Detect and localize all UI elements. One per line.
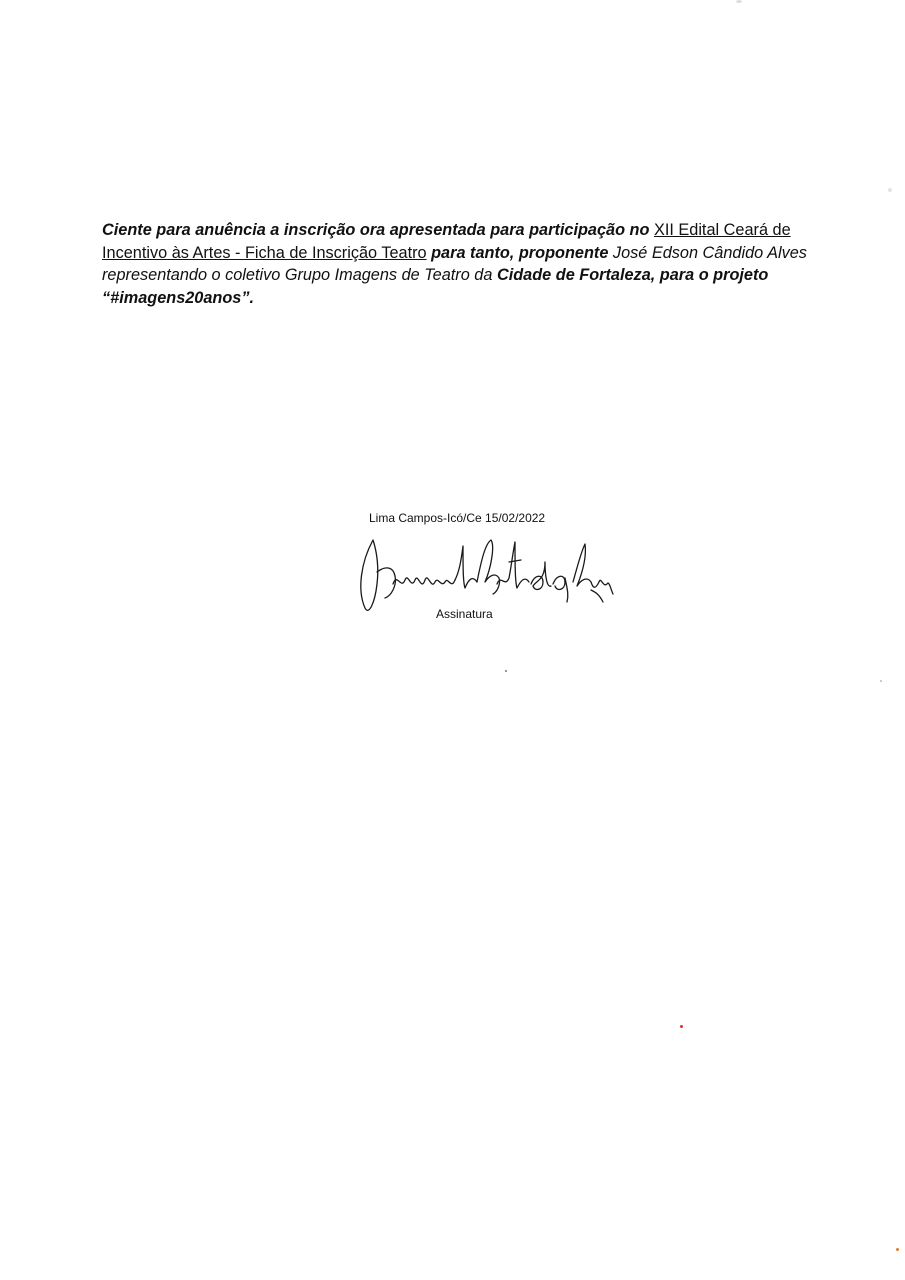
place-and-date: Lima Campos-Icó/Ce 15/02/2022: [369, 511, 546, 525]
declaration-closing: Cidade de Fortaleza, para o projeto “#imagens20anos”.: [102, 266, 769, 307]
signature-caption: Assinatura: [436, 607, 493, 621]
scan-speck: [736, 0, 742, 3]
scan-speck: [880, 680, 882, 682]
scan-speck: [888, 188, 892, 192]
proponent-name: José Edson Cândido Alves representando o coletivo Grupo Imagens de Teatro da: [102, 243, 807, 284]
scan-speck: [505, 670, 507, 672]
scan-speck: [680, 1025, 683, 1028]
edital-title: XII Edital Ceará de Incentivo às Artes - Ficha de Inscrição Teatro: [102, 221, 791, 262]
declaration-opening: Ciente para anuência a inscrição ora apresentada para participação no: [102, 221, 654, 239]
consent-declaration: [102, 219, 822, 309]
scan-speck: [896, 1248, 899, 1251]
declaration-proponent-lead: para tanto, proponente: [426, 243, 613, 262]
